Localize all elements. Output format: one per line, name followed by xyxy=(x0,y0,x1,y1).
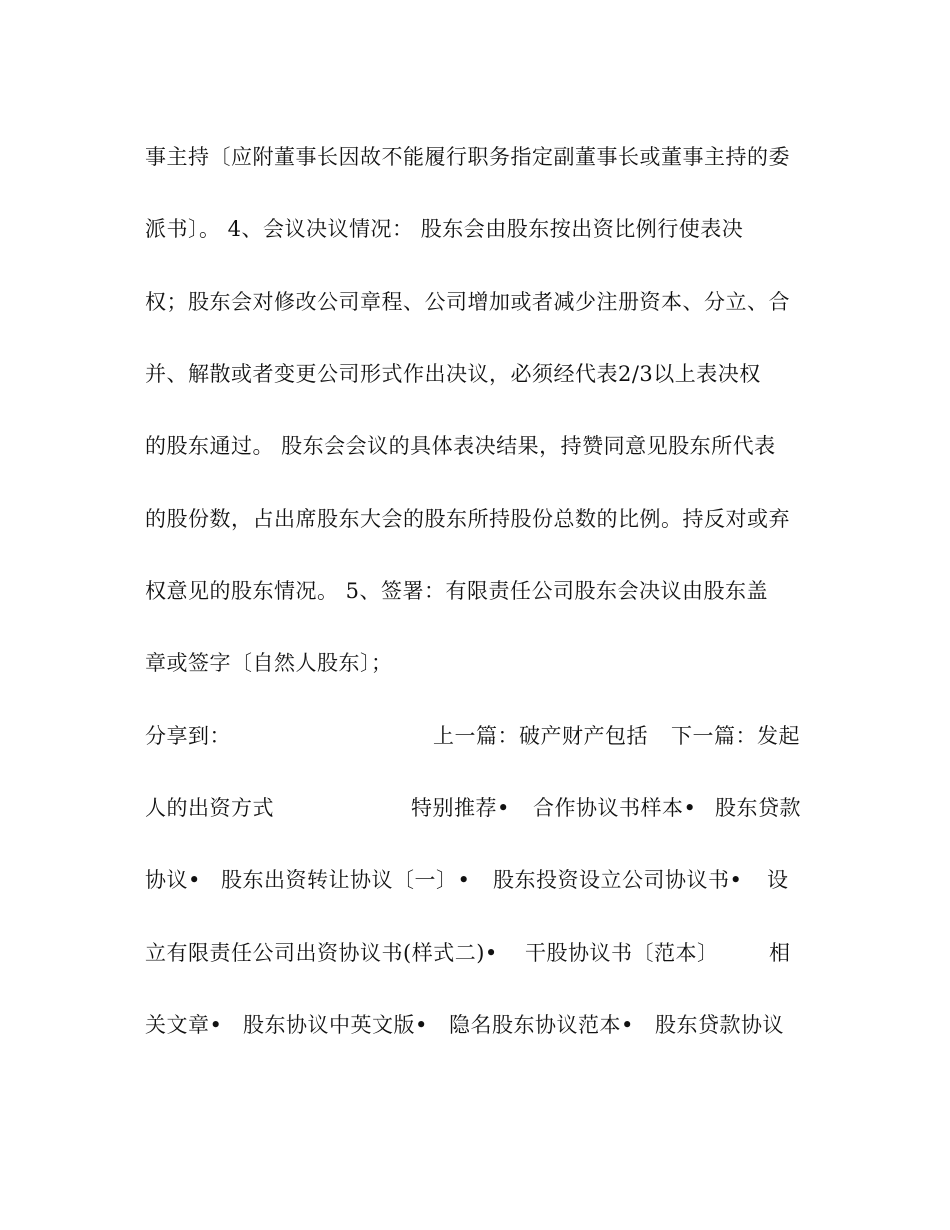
body-line-3: 权；股东会对修改公司章程、公司增加或者减少注册资本、分立、合 xyxy=(145,290,790,314)
related-label-part1: 相 xyxy=(769,941,791,965)
recommend-link-2-part1[interactable]: 股东贷款 xyxy=(715,796,801,820)
related-label-part2: 关文章• xyxy=(145,1013,223,1037)
recommend-link-5-part1[interactable]: 设 xyxy=(767,868,789,892)
body-line-5: 的股东通过。 股东会会议的具体表决结果，持赞同意见股东所代表 xyxy=(145,434,776,458)
share-label: 分享到： xyxy=(145,724,231,748)
next-article-link-part2[interactable]: 人的出资方式 xyxy=(145,796,274,820)
body-line-4: 并、解散或者变更公司形式作出决议，必须经代表2/3以上表决权 xyxy=(145,362,761,386)
related-link-1[interactable]: 股东协议中英文版• xyxy=(243,1013,428,1037)
body-line-7: 权意见的股东情况。 5、签署：有限责任公司股东会决议由股东盖 xyxy=(145,579,769,603)
related-link-2[interactable]: 隐名股东协议范本• xyxy=(449,1013,634,1037)
recommend-link-3[interactable]: 股东出资转让协议〔一〕• xyxy=(221,868,471,892)
next-article-link-part1[interactable]: 下一篇：发起 xyxy=(671,724,800,748)
body-line-2: 派书〕。 4、会议决议情况： 股东会由股东按出资比例行使表决 xyxy=(145,217,744,241)
body-line-6: 的股份数，占出席股东大会的股东所持股份总数的比例。持反对或弃 xyxy=(145,507,790,531)
recommend-link-6[interactable]: 干股协议书〔范本〕 xyxy=(525,941,719,965)
body-line-8: 章或签字〔自然人股东〕； xyxy=(145,651,393,675)
recommend-label: 特别推荐• xyxy=(411,796,510,820)
prev-article-link[interactable]: 上一篇：破产财产包括 xyxy=(433,724,648,748)
recommend-link-2-part2[interactable]: 协议• xyxy=(145,868,201,892)
body-line-1: 事主持〔应附董事长因故不能履行职务指定副董事长或董事主持的委 xyxy=(145,145,790,169)
recommend-link-1[interactable]: 合作协议书样本• xyxy=(533,796,697,820)
related-link-3[interactable]: 股东贷款协议 xyxy=(655,1013,784,1037)
recommend-link-5-part2[interactable]: 立有限责任公司出资协议书(样式二)• xyxy=(145,941,498,965)
recommend-link-4[interactable]: 股东投资设立公司协议书• xyxy=(493,868,743,892)
